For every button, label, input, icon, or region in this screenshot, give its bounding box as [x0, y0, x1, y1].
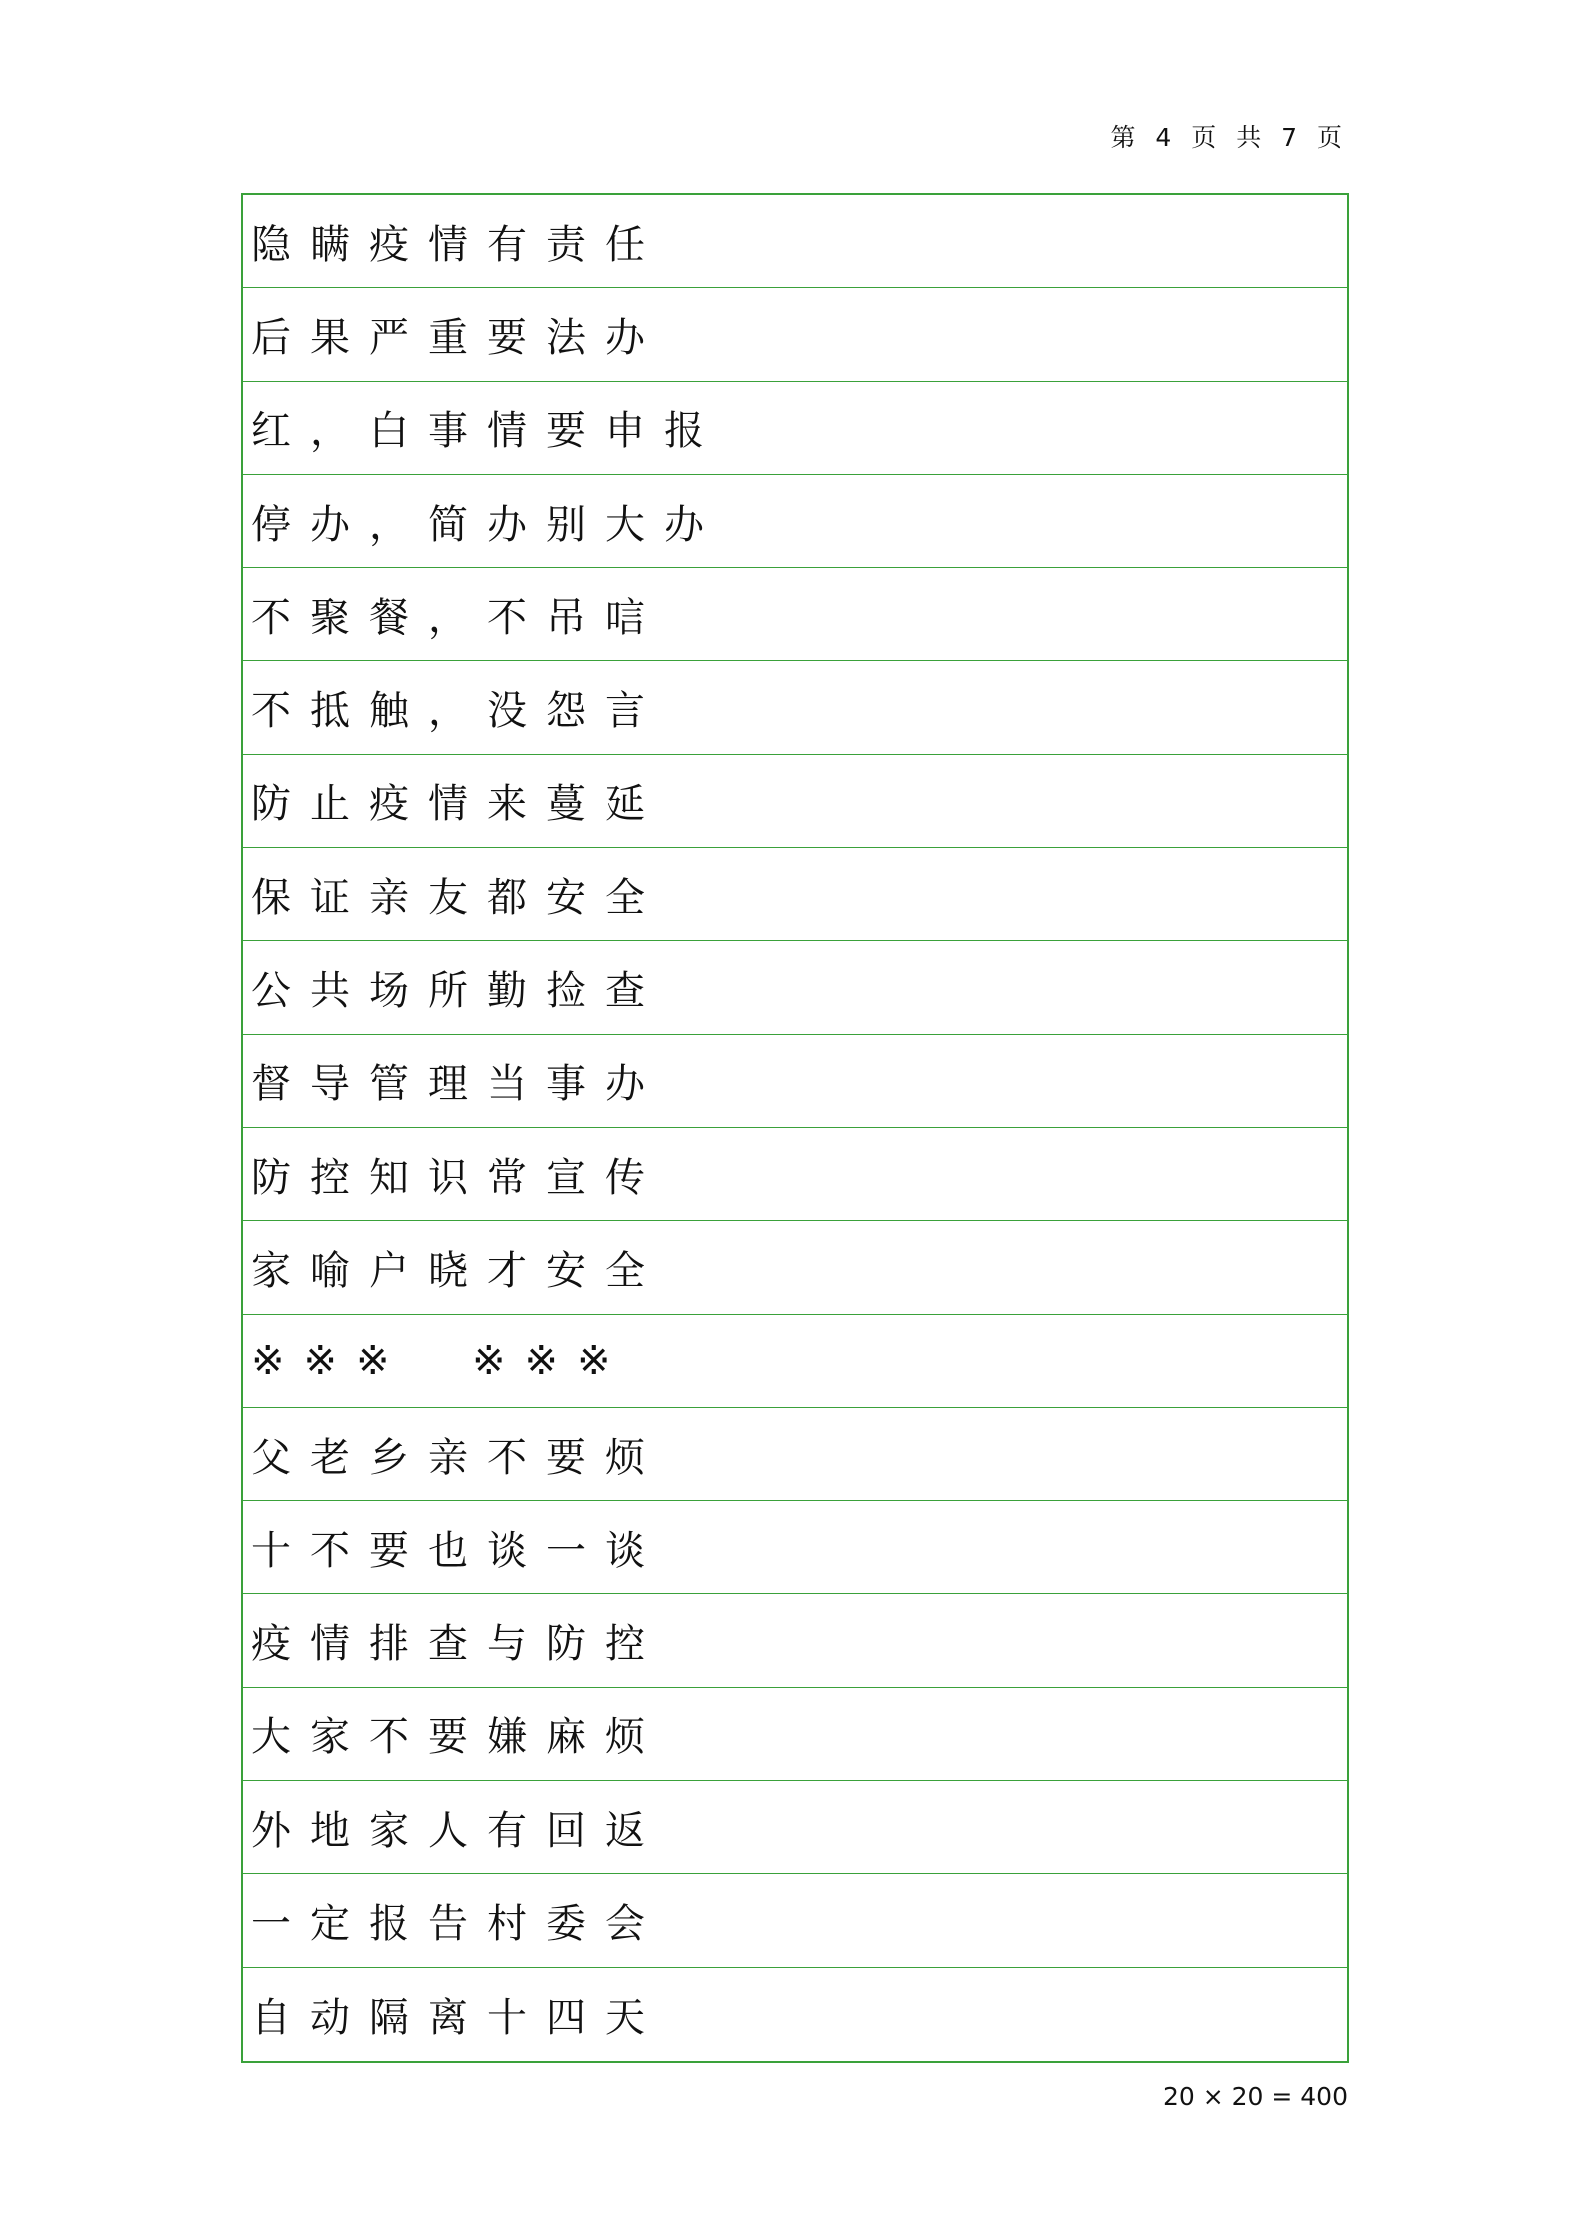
grid-line-2: 后果严重要法办	[243, 288, 1347, 381]
grid-line-6: 不抵触，没怨言	[243, 661, 1347, 754]
grid-line-20: 自动隔离十四天	[251, 1994, 664, 2041]
grid-line-18: 外地家人有回返	[243, 1781, 1347, 1874]
grid-line-10: 督导管理当事办	[243, 1035, 1347, 1128]
grid-line-4: 停办，简办别大办	[243, 475, 1347, 568]
grid-line-8: 保证亲友都安全	[243, 848, 1347, 941]
grid-line-15: 十不要也谈一谈	[243, 1501, 1347, 1594]
grid-line-17: 大家不要嫌麻烦	[243, 1688, 1347, 1781]
grid-line-5: 不聚餐，不吊唁	[243, 568, 1347, 661]
grid-line-13: ※※※ ※※※	[243, 1315, 1347, 1408]
grid-line-12: 家喻户晓才安全	[243, 1221, 1347, 1314]
grid-line-1: 隐瞒疫情有责任	[243, 195, 1347, 288]
grid-line-9: 公共场所勤捡查	[243, 941, 1347, 1034]
grid-line-16: 疫情排查与防控	[243, 1594, 1347, 1687]
grid-line-11: 防控知识常宣传	[243, 1128, 1347, 1221]
grid-line-19: 一定报告村委会	[243, 1874, 1347, 1967]
manuscript-grid	[241, 193, 1349, 2063]
grid-size-note: 20 × 20 = 400	[1162, 2082, 1348, 2111]
page-indicator: 第 4 页 共 7 页	[1110, 123, 1348, 152]
grid-line-7: 防止疫情来蔓延	[243, 755, 1347, 848]
grid-line-14: 父老乡亲不要烦	[243, 1408, 1347, 1501]
grid-line-3: 红，白事情要申报	[243, 382, 1347, 475]
